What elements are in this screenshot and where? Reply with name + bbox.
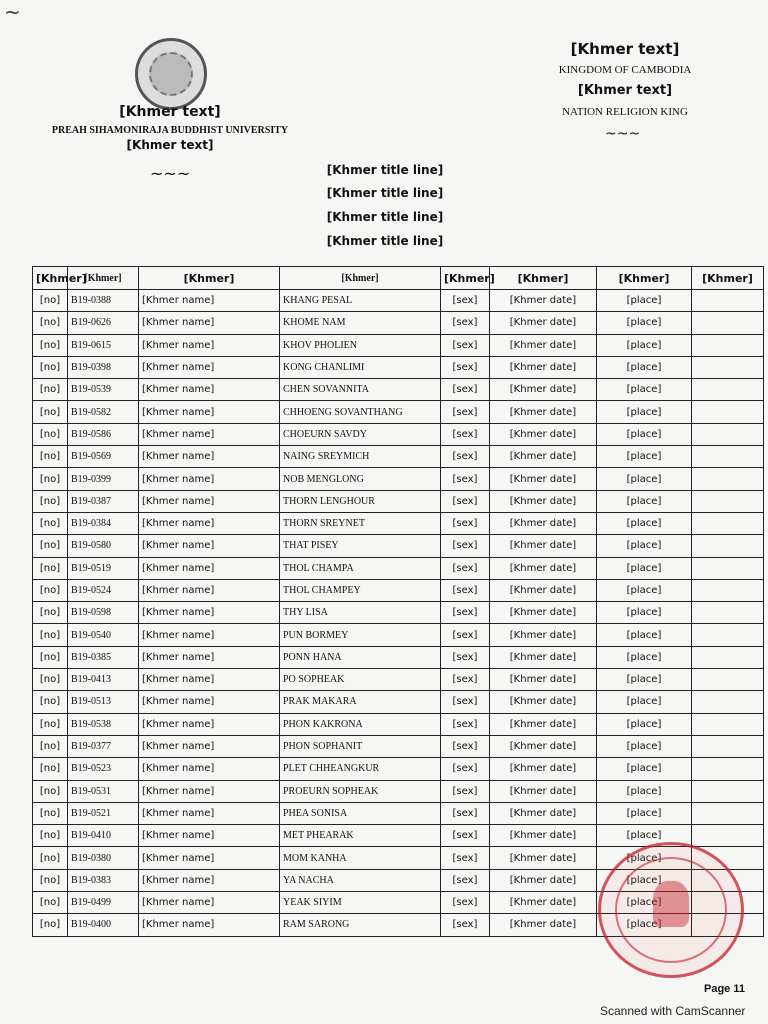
cell-pob: [place] xyxy=(597,379,692,401)
cell-dob: [Khmer date] xyxy=(490,379,597,401)
cell-note xyxy=(692,579,764,601)
cell-no: [no] xyxy=(33,869,68,891)
cell-pob: [place] xyxy=(597,602,692,624)
cell-name-en: YEAK SIYIM xyxy=(280,892,441,914)
cell-no: [no] xyxy=(33,290,68,312)
cell-pob: [place] xyxy=(597,735,692,757)
cell-note xyxy=(692,312,764,334)
cell-pob: [place] xyxy=(597,468,692,490)
cell-name-km: [Khmer name] xyxy=(139,401,280,423)
cell-dob: [Khmer date] xyxy=(490,802,597,824)
cell-pob: [place] xyxy=(597,780,692,802)
cell-no: [no] xyxy=(33,535,68,557)
cell-dob: [Khmer date] xyxy=(490,892,597,914)
cell-dob: [Khmer date] xyxy=(490,423,597,445)
cell-name-km: [Khmer name] xyxy=(139,490,280,512)
cell-name-km: [Khmer name] xyxy=(139,780,280,802)
cell-id: B19-0580 xyxy=(68,535,139,557)
cell-note xyxy=(692,535,764,557)
corner-mark: ~ xyxy=(4,0,21,24)
cell-note xyxy=(692,713,764,735)
kingdom-title-en: KINGDOM OF CAMBODIA xyxy=(558,64,692,76)
cell-no: [no] xyxy=(33,669,68,691)
kingdom-title-km: [Khmer text] xyxy=(570,40,680,58)
cell-pob: [place] xyxy=(597,290,692,312)
column-header: [Khmer] xyxy=(597,267,692,290)
cell-id: B19-0586 xyxy=(68,423,139,445)
cell-sex: [sex] xyxy=(441,847,490,869)
table-row xyxy=(33,646,764,668)
table-row xyxy=(33,312,764,334)
cell-id: B19-0523 xyxy=(68,758,139,780)
cell-no: [no] xyxy=(33,892,68,914)
table-row xyxy=(33,490,764,512)
cell-pob: [place] xyxy=(597,646,692,668)
cell-note xyxy=(692,446,764,468)
cell-sex: [sex] xyxy=(441,802,490,824)
cell-sex: [sex] xyxy=(441,379,490,401)
cell-note xyxy=(692,780,764,802)
table-row xyxy=(33,579,764,601)
stamp-figure xyxy=(653,881,689,927)
cell-id: B19-0519 xyxy=(68,557,139,579)
table-row xyxy=(33,802,764,824)
cell-name-en: PHON KAKRONA xyxy=(280,713,441,735)
motto-km: [Khmer text] xyxy=(577,83,673,98)
document-title-line-1: [Khmer title line] xyxy=(326,163,444,177)
cell-sex: [sex] xyxy=(441,758,490,780)
cell-note xyxy=(692,356,764,378)
cell-note xyxy=(692,735,764,757)
ornament-right: ~~~ xyxy=(605,126,641,142)
cell-note xyxy=(692,602,764,624)
cell-sex: [sex] xyxy=(441,423,490,445)
cell-sex: [sex] xyxy=(441,646,490,668)
cell-dob: [Khmer date] xyxy=(490,468,597,490)
cell-no: [no] xyxy=(33,423,68,445)
cell-id: B19-0615 xyxy=(68,334,139,356)
cell-note xyxy=(692,825,764,847)
student-list-table xyxy=(32,266,764,937)
cell-id: B19-0598 xyxy=(68,602,139,624)
cell-sex: [sex] xyxy=(441,825,490,847)
cell-name-km: [Khmer name] xyxy=(139,334,280,356)
cell-id: B19-0388 xyxy=(68,290,139,312)
column-header: [Khmer] xyxy=(280,267,441,290)
table-row xyxy=(33,446,764,468)
cell-id: B19-0383 xyxy=(68,869,139,891)
cell-name-en: THOL CHAMPA xyxy=(280,557,441,579)
cell-id: B19-0524 xyxy=(68,579,139,601)
cell-no: [no] xyxy=(33,825,68,847)
cell-dob: [Khmer date] xyxy=(490,446,597,468)
cell-pob: [place] xyxy=(597,669,692,691)
cell-name-km: [Khmer name] xyxy=(139,825,280,847)
table-row xyxy=(33,379,764,401)
cell-note xyxy=(692,290,764,312)
cell-name-en: PHEA SONISA xyxy=(280,802,441,824)
cell-note xyxy=(692,379,764,401)
cell-no: [no] xyxy=(33,780,68,802)
cell-no: [no] xyxy=(33,847,68,869)
cell-pob: [place] xyxy=(597,825,692,847)
cell-id: B19-0385 xyxy=(68,646,139,668)
cell-id: B19-0513 xyxy=(68,691,139,713)
column-header: [Khmer] xyxy=(692,267,764,290)
cell-no: [no] xyxy=(33,356,68,378)
cell-id: B19-0521 xyxy=(68,802,139,824)
cell-name-km: [Khmer name] xyxy=(139,869,280,891)
table-row xyxy=(33,535,764,557)
table-row xyxy=(33,557,764,579)
table-row xyxy=(33,691,764,713)
table-row xyxy=(33,356,764,378)
cell-sex: [sex] xyxy=(441,669,490,691)
cell-no: [no] xyxy=(33,468,68,490)
table-body xyxy=(33,290,764,937)
cell-pob: [place] xyxy=(597,624,692,646)
table-row xyxy=(33,624,764,646)
cell-dob: [Khmer date] xyxy=(490,557,597,579)
cell-name-en: CHOEURN SAVDY xyxy=(280,423,441,445)
cell-note xyxy=(692,468,764,490)
cell-id: B19-0400 xyxy=(68,914,139,936)
cell-dob: [Khmer date] xyxy=(490,758,597,780)
cell-name-km: [Khmer name] xyxy=(139,512,280,534)
cell-dob: [Khmer date] xyxy=(490,646,597,668)
page-number: Page 11 xyxy=(704,983,745,995)
cell-no: [no] xyxy=(33,512,68,534)
cell-name-en: PROEURN SOPHEAK xyxy=(280,780,441,802)
table-row xyxy=(33,512,764,534)
column-header: [Khmer] xyxy=(139,267,280,290)
cell-no: [no] xyxy=(33,334,68,356)
column-header: [Khmer] xyxy=(441,267,490,290)
cell-name-km: [Khmer name] xyxy=(139,379,280,401)
cell-name-km: [Khmer name] xyxy=(139,312,280,334)
cell-sex: [sex] xyxy=(441,490,490,512)
cell-dob: [Khmer date] xyxy=(490,490,597,512)
cell-note xyxy=(692,334,764,356)
cell-name-km: [Khmer name] xyxy=(139,602,280,624)
cell-dob: [Khmer date] xyxy=(490,847,597,869)
cell-name-en: NAING SREYMICH xyxy=(280,446,441,468)
cell-note xyxy=(692,557,764,579)
document-title-line-3: [Khmer title line] xyxy=(326,210,444,224)
cell-dob: [Khmer date] xyxy=(490,512,597,534)
cell-name-en: KHOV PHOLIEN xyxy=(280,334,441,356)
ornament-left: ~~~ xyxy=(150,164,191,183)
cell-name-en: THY LISA xyxy=(280,602,441,624)
cell-note xyxy=(692,401,764,423)
cell-name-km: [Khmer name] xyxy=(139,468,280,490)
cell-dob: [Khmer date] xyxy=(490,825,597,847)
cell-id: B19-0539 xyxy=(68,379,139,401)
cell-sex: [sex] xyxy=(441,334,490,356)
document-title-line-4: [Khmer title line] xyxy=(326,234,444,248)
cell-name-en: THORN SREYNET xyxy=(280,512,441,534)
cell-name-en: PUN BORMEY xyxy=(280,624,441,646)
cell-pob: [place] xyxy=(597,914,692,936)
cell-name-km: [Khmer name] xyxy=(139,914,280,936)
cell-id: B19-0626 xyxy=(68,312,139,334)
cell-name-km: [Khmer name] xyxy=(139,847,280,869)
university-name-en: PREAH SIHAMONIRAJA BUDDHIST UNIVERSITY xyxy=(51,125,289,136)
cell-name-en: THOL CHAMPEY xyxy=(280,579,441,601)
cell-dob: [Khmer date] xyxy=(490,579,597,601)
cell-name-en: PONN HANA xyxy=(280,646,441,668)
cell-name-en: PO SOPHEAK xyxy=(280,669,441,691)
cell-name-km: [Khmer name] xyxy=(139,669,280,691)
cell-dob: [Khmer date] xyxy=(490,735,597,757)
cell-no: [no] xyxy=(33,401,68,423)
cell-dob: [Khmer date] xyxy=(490,624,597,646)
cell-id: B19-0582 xyxy=(68,401,139,423)
cell-pob: [place] xyxy=(597,356,692,378)
cell-name-en: CHHOENG SOVANTHANG xyxy=(280,401,441,423)
cell-pob: [place] xyxy=(597,512,692,534)
cell-pob: [place] xyxy=(597,758,692,780)
cell-pob: [place] xyxy=(597,334,692,356)
cell-no: [no] xyxy=(33,490,68,512)
cell-note xyxy=(692,646,764,668)
cell-id: B19-0384 xyxy=(68,512,139,534)
cell-name-en: PRAK MAKARA xyxy=(280,691,441,713)
cell-dob: [Khmer date] xyxy=(490,602,597,624)
cell-pob: [place] xyxy=(597,713,692,735)
cell-note xyxy=(692,691,764,713)
column-header: [Khmer] xyxy=(68,267,139,290)
cell-name-km: [Khmer name] xyxy=(139,423,280,445)
table-row xyxy=(33,758,764,780)
cell-name-km: [Khmer name] xyxy=(139,646,280,668)
cell-no: [no] xyxy=(33,624,68,646)
motto-en: NATION RELIGION KING xyxy=(562,106,688,118)
cell-id: B19-0531 xyxy=(68,780,139,802)
cell-name-km: [Khmer name] xyxy=(139,290,280,312)
cell-id: B19-0540 xyxy=(68,624,139,646)
cell-note xyxy=(692,669,764,691)
cell-no: [no] xyxy=(33,579,68,601)
cell-name-km: [Khmer name] xyxy=(139,557,280,579)
cell-dob: [Khmer date] xyxy=(490,691,597,713)
table-row xyxy=(33,735,764,757)
cell-id: B19-0499 xyxy=(68,892,139,914)
cell-dob: [Khmer date] xyxy=(490,713,597,735)
cell-name-en: NOB MENGLONG xyxy=(280,468,441,490)
cell-name-km: [Khmer name] xyxy=(139,713,280,735)
cell-no: [no] xyxy=(33,713,68,735)
cell-no: [no] xyxy=(33,557,68,579)
table-row xyxy=(33,669,764,691)
cell-sex: [sex] xyxy=(441,780,490,802)
scanner-watermark: Scanned with CamScanner xyxy=(600,1004,746,1018)
cell-pob: [place] xyxy=(597,535,692,557)
cell-no: [no] xyxy=(33,802,68,824)
column-header: [Khmer] xyxy=(33,267,68,290)
cell-name-en: KHANG PESAL xyxy=(280,290,441,312)
cell-pob: [place] xyxy=(597,423,692,445)
cell-note xyxy=(692,423,764,445)
cell-dob: [Khmer date] xyxy=(490,401,597,423)
cell-sex: [sex] xyxy=(441,579,490,601)
cell-name-en: KHOME NAM xyxy=(280,312,441,334)
cell-sex: [sex] xyxy=(441,535,490,557)
cell-note xyxy=(692,624,764,646)
office-name: [Khmer text] xyxy=(126,138,214,152)
cell-pob: [place] xyxy=(597,802,692,824)
official-stamp-icon xyxy=(598,842,744,978)
cell-sex: [sex] xyxy=(441,869,490,891)
cell-dob: [Khmer date] xyxy=(490,914,597,936)
cell-pob: [place] xyxy=(597,312,692,334)
cell-name-en: KONG CHANLIMI xyxy=(280,356,441,378)
cell-name-en: THORN LENGHOUR xyxy=(280,490,441,512)
cell-no: [no] xyxy=(33,735,68,757)
cell-name-en: PHON SOPHANIT xyxy=(280,735,441,757)
document-title-line-2: [Khmer title line] xyxy=(326,186,444,200)
table-row xyxy=(33,401,764,423)
cell-note xyxy=(692,490,764,512)
cell-name-en: MET PHEARAK xyxy=(280,825,441,847)
cell-pob: [place] xyxy=(597,847,692,869)
cell-dob: [Khmer date] xyxy=(490,535,597,557)
cell-no: [no] xyxy=(33,691,68,713)
cell-name-km: [Khmer name] xyxy=(139,535,280,557)
cell-dob: [Khmer date] xyxy=(490,356,597,378)
cell-dob: [Khmer date] xyxy=(490,780,597,802)
table-row xyxy=(33,423,764,445)
cell-note xyxy=(692,802,764,824)
cell-id: B19-0413 xyxy=(68,669,139,691)
cell-name-km: [Khmer name] xyxy=(139,735,280,757)
table-row xyxy=(33,713,764,735)
cell-pob: [place] xyxy=(597,691,692,713)
cell-no: [no] xyxy=(33,312,68,334)
cell-dob: [Khmer date] xyxy=(490,334,597,356)
cell-name-km: [Khmer name] xyxy=(139,691,280,713)
university-emblem-icon xyxy=(135,38,207,110)
cell-no: [no] xyxy=(33,646,68,668)
cell-pob: [place] xyxy=(597,446,692,468)
column-header: [Khmer] xyxy=(490,267,597,290)
cell-name-km: [Khmer name] xyxy=(139,579,280,601)
cell-sex: [sex] xyxy=(441,356,490,378)
cell-sex: [sex] xyxy=(441,512,490,534)
cell-no: [no] xyxy=(33,602,68,624)
cell-name-en: PLET CHHEANGKUR xyxy=(280,758,441,780)
cell-dob: [Khmer date] xyxy=(490,869,597,891)
cell-name-en: THAT PISEY xyxy=(280,535,441,557)
cell-pob: [place] xyxy=(597,401,692,423)
cell-id: B19-0538 xyxy=(68,713,139,735)
cell-id: B19-0398 xyxy=(68,356,139,378)
cell-dob: [Khmer date] xyxy=(490,669,597,691)
cell-name-en: CHEN SOVANNITA xyxy=(280,379,441,401)
cell-sex: [sex] xyxy=(441,914,490,936)
cell-sex: [sex] xyxy=(441,446,490,468)
table-header-row xyxy=(33,267,764,290)
cell-id: B19-0410 xyxy=(68,825,139,847)
table-row xyxy=(33,780,764,802)
cell-sex: [sex] xyxy=(441,468,490,490)
cell-no: [no] xyxy=(33,446,68,468)
cell-dob: [Khmer date] xyxy=(490,290,597,312)
cell-sex: [sex] xyxy=(441,624,490,646)
cell-id: B19-0569 xyxy=(68,446,139,468)
cell-id: B19-0377 xyxy=(68,735,139,757)
cell-sex: [sex] xyxy=(441,892,490,914)
cell-sex: [sex] xyxy=(441,312,490,334)
cell-note xyxy=(692,758,764,780)
cell-pob: [place] xyxy=(597,557,692,579)
table-row xyxy=(33,290,764,312)
cell-name-en: YA NACHA xyxy=(280,869,441,891)
cell-id: B19-0387 xyxy=(68,490,139,512)
cell-sex: [sex] xyxy=(441,290,490,312)
cell-name-km: [Khmer name] xyxy=(139,624,280,646)
cell-no: [no] xyxy=(33,758,68,780)
cell-pob: [place] xyxy=(597,892,692,914)
cell-name-km: [Khmer name] xyxy=(139,758,280,780)
cell-no: [no] xyxy=(33,914,68,936)
cell-id: B19-0380 xyxy=(68,847,139,869)
cell-sex: [sex] xyxy=(441,557,490,579)
cell-note xyxy=(692,512,764,534)
cell-sex: [sex] xyxy=(441,401,490,423)
cell-sex: [sex] xyxy=(441,735,490,757)
cell-name-km: [Khmer name] xyxy=(139,892,280,914)
cell-sex: [sex] xyxy=(441,713,490,735)
cell-pob: [place] xyxy=(597,490,692,512)
table-row xyxy=(33,468,764,490)
cell-name-km: [Khmer name] xyxy=(139,802,280,824)
university-name-km: [Khmer text] xyxy=(119,104,221,120)
table-row xyxy=(33,602,764,624)
cell-name-km: [Khmer name] xyxy=(139,446,280,468)
cell-sex: [sex] xyxy=(441,691,490,713)
cell-pob: [place] xyxy=(597,579,692,601)
cell-dob: [Khmer date] xyxy=(490,312,597,334)
cell-pob: [place] xyxy=(597,869,692,891)
cell-no: [no] xyxy=(33,379,68,401)
cell-name-en: RAM SARONG xyxy=(280,914,441,936)
cell-id: B19-0399 xyxy=(68,468,139,490)
cell-name-en: MOM KANHA xyxy=(280,847,441,869)
cell-sex: [sex] xyxy=(441,602,490,624)
cell-name-km: [Khmer name] xyxy=(139,356,280,378)
table-row xyxy=(33,334,764,356)
